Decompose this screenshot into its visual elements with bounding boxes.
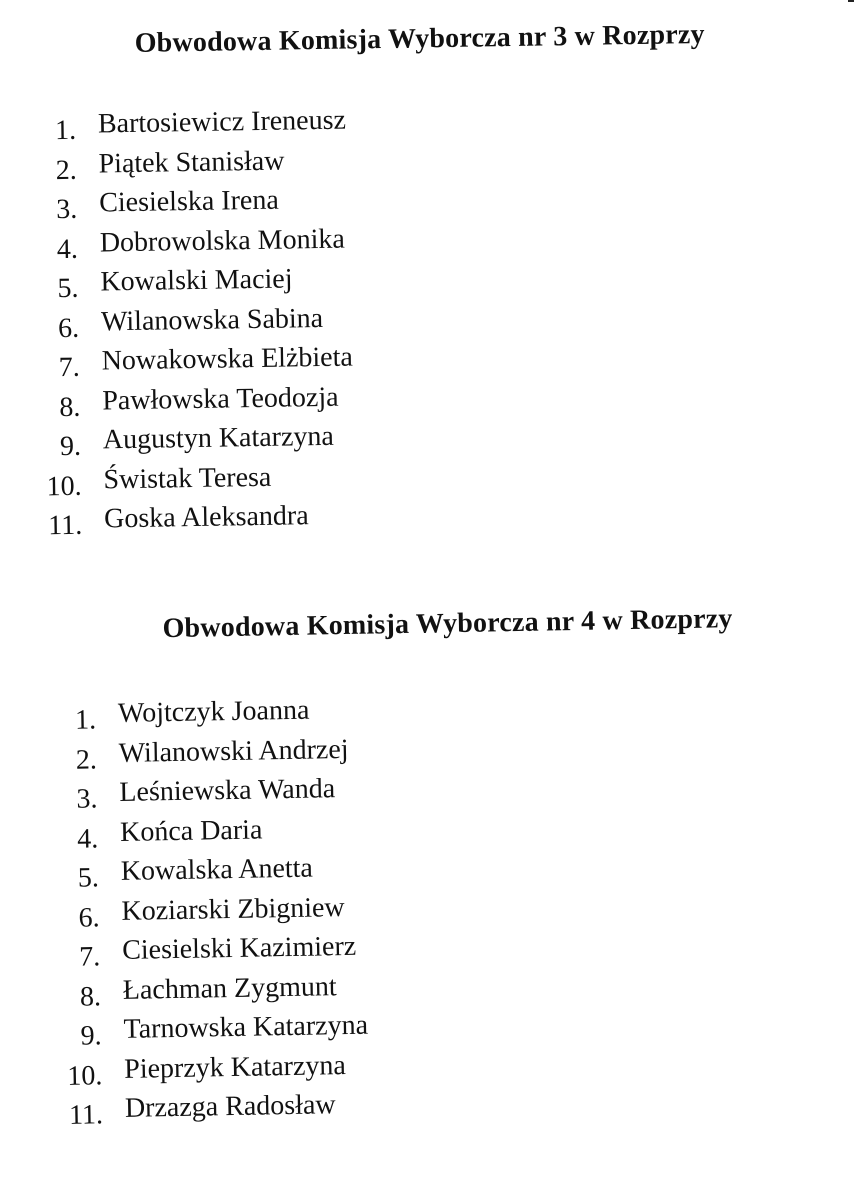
member-name: Wilanowska Sabina [100, 302, 324, 337]
list-item [38, 499, 356, 543]
list-item [59, 1089, 370, 1134]
member-name: Goska Aleksandra [103, 500, 309, 535]
item-number: 6. [57, 312, 80, 344]
item-number: 8. [79, 980, 102, 1013]
item-number: 8. [59, 391, 81, 423]
member-name: Leśniewska Wanda [119, 773, 336, 808]
member-name: Drzazga Radosław [124, 1089, 336, 1124]
list-item [37, 460, 355, 504]
item-number: 10. [46, 470, 82, 502]
list-item [32, 105, 350, 149]
item-number: 3. [76, 783, 98, 815]
committee-title: Obwodowa Komisja Wyborcza nr 3 w Rozprzy [134, 18, 705, 59]
member-name: Bartosiewicz Ireneusz [97, 104, 347, 140]
member-name: Świstak Teresa [103, 461, 272, 495]
item-number: 2. [55, 154, 77, 186]
item-number: 11. [68, 1099, 104, 1131]
member-name: Wilanowski Andrzej [118, 733, 349, 769]
list-item [55, 852, 366, 897]
member-name: Ciesielski Kazimierz [121, 930, 357, 966]
list-item [52, 733, 363, 778]
list-item [58, 1049, 369, 1094]
member-name: Nowakowska Elżbieta [101, 341, 354, 377]
list-item [57, 1010, 368, 1055]
member-name: Pieprzyk Katarzyna [123, 1049, 347, 1085]
item-number: 3. [56, 193, 78, 226]
item-number: 7. [79, 941, 101, 973]
member-list [32, 105, 356, 544]
member-name: Dobrowolska Monika [99, 223, 346, 258]
member-name: Augustyn Katarzyna [102, 420, 335, 456]
member-name: Końca Daria [119, 813, 263, 848]
item-number: 5. [57, 272, 79, 305]
list-item [35, 342, 353, 386]
list-item [56, 931, 367, 976]
list-item [34, 263, 352, 307]
item-number: 1. [74, 704, 97, 736]
committee-section-4 [0, 583, 866, 1131]
member-name: Ciesielska Irena [98, 184, 280, 219]
list-item [53, 773, 364, 818]
item-number: 7. [58, 351, 81, 384]
list-item [55, 891, 366, 936]
item-number: 6. [78, 901, 100, 934]
list-item [35, 302, 353, 346]
item-number: 5. [77, 862, 100, 894]
item-number: 11. [48, 509, 83, 542]
member-name: Koziarski Zbigniew [121, 891, 345, 927]
list-item [52, 694, 363, 739]
list-item [34, 223, 352, 267]
member-name: Tarnowska Katarzyna [123, 1009, 369, 1045]
item-number: 2. [75, 743, 98, 776]
item-number: 9. [80, 1020, 102, 1052]
item-number: 10. [67, 1059, 103, 1092]
list-item [37, 420, 355, 464]
member-name: Łachman Zygmunt [122, 970, 337, 1006]
list-item [57, 970, 368, 1015]
item-number: 1. [54, 114, 77, 147]
committee-title: Obwodowa Komisja Wyborcza nr 4 w Rozprzy [162, 603, 733, 645]
item-number: 9. [59, 430, 82, 463]
member-name: Piątek Stanisław [98, 145, 285, 179]
member-name: Kowalski Maciej [100, 263, 293, 298]
list-item [54, 812, 365, 857]
member-list [52, 694, 370, 1134]
item-number: 4. [56, 233, 79, 265]
list-item [33, 184, 351, 228]
item-number: 4. [76, 822, 99, 855]
member-name: Pawłowska Teodozja [102, 381, 339, 416]
list-item [36, 381, 354, 425]
list-item [32, 144, 350, 188]
scan-edge-mark [848, 0, 854, 7]
member-name: Kowalska Anetta [120, 852, 314, 887]
member-name: Wojtczyk Joanna [117, 694, 310, 729]
